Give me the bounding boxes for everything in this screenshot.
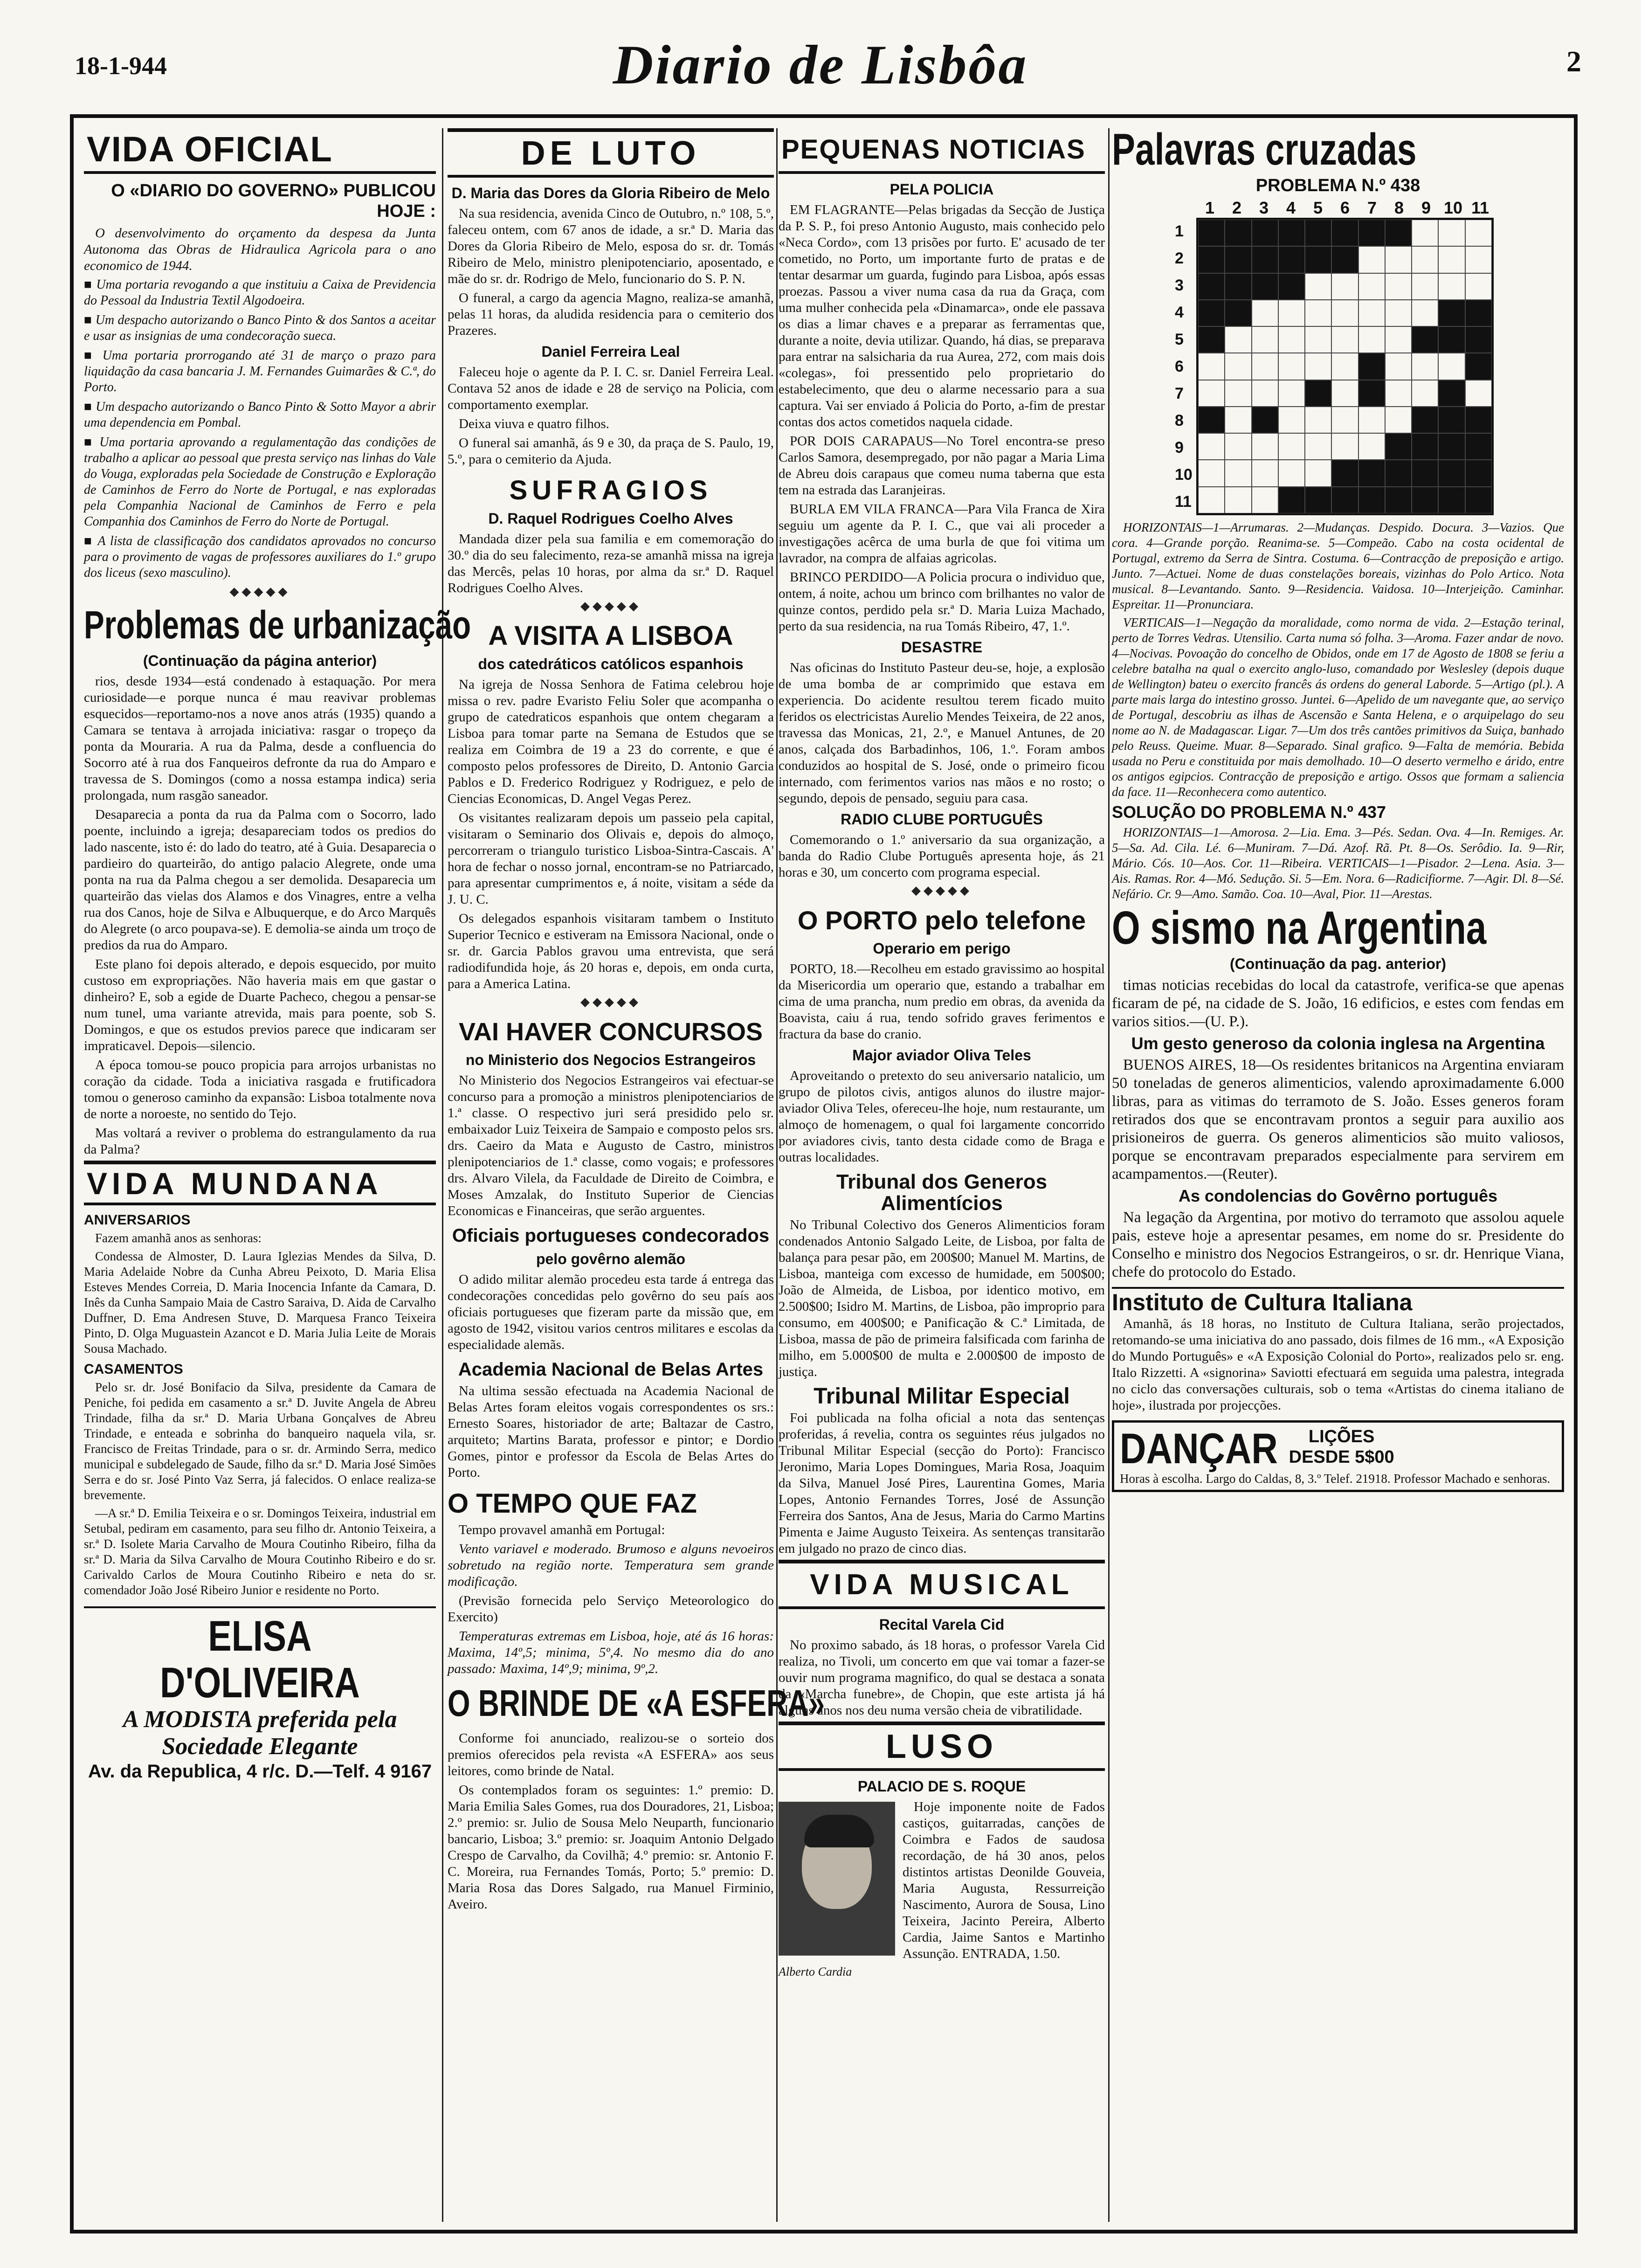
article-paragraph: Na igreja de Nossa Senhora de Fatima celebrou hoje missa o rev. padre Evaristo Feliu Soler que acompanha o grupo de catedraticos espanhois que ontem chegaram a Lisboa para tomar parte na Semana de Estudos que se realiza em Coimbra de 19 a 23 do corrente, e que é composto pelos professores de Direito, D. Antonio Garcia Pablos e D. Frederico Rodriguez y Rodriguez, e pelo de Ciencias Economicas, D. Angel Vegas Perez. [448,677,774,806]
photo-caption: Alberto Cardia [779,1965,852,1978]
pequenas-heading: PEQUENAS NOTICIAS [779,128,1105,174]
crossword-cell [1252,326,1278,353]
italiana-heading: Instituto de Cultura Italiana [1112,1287,1564,1313]
brinde-heading: O BRINDE DE «A ESFERA» [448,1682,825,1724]
article-paragraph: Comemorando o 1.º aniversario da sua organização, a banda do Radio Clube Português apresenta hoje, ás 21 horas e 30, um concerto com programa especial. [779,832,1105,880]
article-paragraph: Mandada dizer pela sua familia e em comemoração do 30.º dia do seu falecimento, reza-se amanhã missa na igreja das Mercês, pelas 10 horas, por alma da sr.ª D. Raquel Rodrigues Coelho Alves. [448,532,774,595]
article-paragraph: O funeral sai amanhã, ás 9 e 30, da praça de S. Paulo, 19, 5.º, para o cemiterio da Ajuda. [448,436,774,467]
crossword-cell [1225,246,1251,273]
crossword-cell [1305,246,1331,273]
article-paragraph: Foi publicada na folha oficial a nota das sentenças proferidas, á revelia, contra os seguintes réus julgados no Tribunal Militar Especial (secção do Porto): Francisco Jeronimo, Maria Lopes Domingues, Maria Rosa, Joaquim da Silva, Manuel José Pires, Laurentina Gomes, Maria Lopes, Antonio Fernandes Torres, José de Assunção Ferreira dos Santos, Ana de Jesus, Maria do Carmo Martins Pimenta e Jaime Augusto Teixeira. As sentenças transitarão em julgado no prazo de cinco dias. [779,1411,1105,1556]
crossword-cell [1412,487,1438,513]
crossword-cell [1465,460,1492,486]
crossword-cell [1198,487,1225,513]
article-paragraph: No proximo sabado, ás 18 horas, o professor Varela Cid realiza, no Tivoli, um concerto em que vai tomar a fazer-se ouvir num programa magnifico, do qual se destaca a sonata da «Marcha funebre», de Chopin, que este artista já há alguns anos nos deu numa versão cheia de vibratilidade. [779,1638,1105,1718]
list-item: ■ Uma portaria aprovando a regulamentação das condições de trabalho a aplicar ao pessoal que presta serviço nas linhas do Vale do Vouga, exploradas pela Sociedade de Construção e Exploração de Caminhos de Ferro do Norte de Portugal, e nas exploradas pela Companhia Nacional de Caminhos de Ferro e pela Companhia dos Caminhos de Ferro do Norte de Portugal. [84,435,436,530]
photo-hair [804,1815,874,1847]
crossword-cell [1198,300,1225,326]
article-paragraph: POR DOIS CARAPAUS—No Torel encontra-se preso Carlos Samora, desempregado, por não pagar a Maria Lima de Abreu dois carapaus que comeu numa taberna que esta tem na estrada das Laranjeiras. [779,434,1105,498]
crossword-cell [1225,487,1251,513]
vida-oficial-heading: VIDA OFICIAL [84,128,436,174]
crossword-cell [1252,353,1278,380]
crossword-number: 4 [1286,198,1296,217]
crossword-number: 1 [1175,222,1184,240]
article-paragraph: Vento variavel e moderado. Brumoso e alguns nevoeiros sobretudo na região norte. Temperatura sem grande modificação. [448,1542,774,1589]
ornament-divider: ◆◆◆◆◆ [229,585,290,598]
article-paragraph: Tempo provavel amanhã em Portugal: [459,1522,665,1537]
luto-subheading: D. Maria das Dores da Gloria Ribeiro de Melo [451,185,770,201]
crossword-cell [1358,273,1385,300]
crossword-cell [1412,300,1438,326]
crossword-cell [1465,487,1492,513]
crossword-number: 3 [1175,277,1184,294]
crossword-cell [1252,246,1278,273]
crossword-cell [1225,273,1251,300]
article-paragraph: Hoje imponente noite de Fados castiços, guitarradas, canções de Coimbra e Fados de saudosa recordação, de há 30 anos, pelos distintos artistas Deonilde Gouveia, Maria Augusta, Ressurreição Nascimento, Aurora de Sousa, Lino Teixeira, Jacinto Pereira, Alberto Cardia, Jaime Santos e Martinho Assunção. ENTRADA, 1.50. [903,1799,1105,1961]
column-1 [84,128,471,2227]
article-paragraph: Os delegados espanhois visitaram tambem o Instituto Superior Tecnico e estiveram na Emissora Nacional, onde o sr. dr. Garcia Pablos gravou uma entrevista, que será radiodifundida hoje, ás 20 horas e, depois, em onda curta, para a America Latina. [448,911,774,991]
crossword-cell [1252,407,1278,433]
ornament-divider: ◆◆◆◆◆ [580,995,641,1009]
crossword-cell [1438,273,1465,300]
article-paragraph: PORTO, 18.—Recolheu em estado gravissimo ao hospital da Misericordia um operario que, estando a trabalhar em cima de uma prancha, num predio em obras, da avenida da Boavista, caiu á rua, tendo sofrido graves ferimentos e fractura da base do cranio. [779,961,1105,1042]
crossword-cell [1412,460,1438,486]
crossword-cell [1358,300,1385,326]
crossword-cell [1225,300,1251,326]
sismo-subheading: Um gesto generoso da colonia inglesa na Argentina [1131,1034,1545,1053]
crossword-cell [1465,407,1492,433]
ad-tagline: A MODISTA preferida pela [123,1706,397,1733]
crossword-clues-horizontal: HORIZONTAIS—1—Arrumaras. 2—Mudanças. Despido. Docura. 3—Vazios. Que cora. 4—Grande porção. Reanima-se. 5—Compeão. Cabo na costa ocidental de Portugal, extremo da Serra de Sintra. Costuma. 6—Contracção de preposição e artigo. Junto. 7—Actuei. Nome de duas constelações boreais, vizinhas do Polo Artico. Nota musical. 8—Levantando. Santo. 9—Residencia. Vaidosa. 10—Interjeição. Caminhar. Espreitar. 11—Pronunciara. [1112,520,1564,611]
crossword-row-numbers [1175,218,1196,515]
article-paragraph: O funeral, a cargo da agencia Magno, realiza-se amanhã, pelas 11 horas, da aludida residencia para o cemiterio dos Prazeres. [448,290,774,338]
crossword-cell [1331,326,1358,353]
article-paragraph: timas noticias recebidas do local da catastrofe, verifica-se que apenas ficaram de pé, na cidade de S. João, 16 edificios, e estes com fendas em varios sitios.—(U. P.). [1112,977,1564,1030]
vida-musical-heading: VIDA MUSICAL [779,1560,1105,1609]
article-paragraph: Faleceu hoje o agente da P. I. C. sr. Daniel Ferreira Leal. Contava 52 anos de idade e 28 de serviço na Policia, com comportamento exemplar. [448,365,774,412]
crossword-cell [1412,380,1438,407]
condecorados-heading: Oficiais portugueses condecorados [452,1225,770,1246]
crossword-cell [1278,326,1305,353]
advertisement-elisa [84,1606,436,1783]
crossword-number: 8 [1175,412,1184,429]
crossword-cell [1438,380,1465,407]
column-3 [779,128,1105,2227]
porto-heading: O PORTO pelo telefone [797,906,1086,935]
crossword-cell [1438,300,1465,326]
article-paragraph: EM FLAGRANTE—Pelas brigadas da Secção de Justiça da P. S. P., foi preso Antonio Augusto, mais conhecido pelo «Neca Cordo», com 13 prisões por furto. E' acusado de ter cometido, no Porto, um importante furto de pratas e de tentar desarmar um guarda, fugindo para Lisboa, após essas proezas. Passou a viver numa casa da rua da Graça, com uma mulher conhecida pela «Dinamarca», onde ele passava os dias a limar chaves e a preparar as ferramentas que, durante a noite, devia utilizar. Quando, há dias, se preparava para entrar na salsicharia da rua Aurea, 272, com mais dois «colegas», foi pressentido pelo proprietario do estabelecimento, que deu o alarme necessario para a sua captura. Vai ser enviado á Policia do Porto, a-fim de prestar contas dos actos cometidos naquela cidade. [779,202,1105,429]
crossword-cell [1412,220,1438,246]
crossword-cell [1252,220,1278,246]
article-paragraph: BRINCO PERDIDO—A Policia procura o individuo que, ontem, á noite, achou um brinco com brilhantes no valor de quinze contos, perdido pela sr.ª D. Maria Luiza Machado, perto da sua residencia, na rua Tomás Ribeiro, 47, 1.º. [779,570,1105,634]
list-item: ■ Uma portaria revogando a que instituiu a Caixa de Previdencia do Pessoal da Industria Textil Algodoeira. [84,277,436,309]
crossword-number: 3 [1259,198,1269,217]
article-paragraph: Pelo sr. dr. José Bonifacio da Silva, presidente da Camara de Peniche, foi pedida em casamento a sr.ª D. Juvite Angela de Abreu Trindade, filha da sr.ª D. Maria Urbana Gonçalves de Abreu Trindade, e enteada e sobrinha do banqueiro naquela vila, sr. Francisco de Freitas Trindade, para o sr. dr. Armindo Serra, medico municipal e subdelegado de Saude, filho da sr.ª D. Maria José Simões Serra e do sr. José Pinto Vaz Serra, já falecidos. O enlace realiza-se brevemente. [84,1380,436,1502]
crossword-cell [1385,380,1412,407]
portrait-photo [779,1802,895,1956]
crossword-number: 6 [1340,198,1350,217]
page-number: 2 [1566,45,1581,78]
crossword-cell [1438,353,1465,380]
crossword-puzzle [1175,198,1501,515]
crossword-cell [1412,273,1438,300]
article-paragraph: No Ministerio dos Negocios Estrangeiros vai efectuar-se concurso para a promoção a ministros plenipotenciarios de 1.ª classe. O respectivo juri será presidido pelo sr. embaixador Luiz Teixeira de Sampaio e composto pelos srs. drs. Caeiro da Mata e Augusto de Castro, ministros plenipotenciarios de 1.ª classe, como vogais; e professores drs. Alvaro Vilela, da Faculdade de Direito de Coimbra, e Moses Amzalak, do Instituto Superior de Ciencias Economicas e Financeiras, que serão arguentes. [448,1073,774,1218]
crossword-column-numbers [1175,198,1501,218]
crossword-clues-vertical: VERTICAIS—1—Negação da moralidade, como norma de vida. 2—Estação terinal, perto de Torres Vedras. Utensilio. Carta numa só folha. 3—Aroma. Fazer andar de novo. 4—Nocivas. Povoação do concelho de Obidos, onde em 17 de Agosto de 1808 se feriu a celebre batalha na qual o exercito anglo-luso, comandado por Weslesley (depois duque de Wellington) bateu o exercito francês ás ordens do general Laborde. 5—Artigo (pl.). A parte mais larga do intestino grosso. Juntei. 6—Apelido de um navegante que, ao serviço de Portugal, descobriu as ilhas de Ascensão e Santa Helena, e o arquipelago do seu nome ao N. de Madagascar. Ligar. 7—Um dos três cantões primitivos da Suiça, banhado pelo Reuss. Queime. Muar. 8—Separado. Sinal grafico. 9—Falta de memória. Bebida usada no Peru e constituida por mais demolhado. 10—O deserto vermelho e árido, entre os antigos egipcios. Contracção de preposição e artigo. Ossos que formam a saliencia da face. 11—Reconhecera como autentico. [1112,615,1564,799]
crossword-cell [1385,326,1412,353]
crossword-cell [1278,380,1305,407]
crossword-cell [1278,300,1305,326]
crossword-cell [1358,326,1385,353]
crossword-cell [1465,300,1492,326]
crossword-cell [1331,273,1358,300]
pequenas-subheading: PELA POLICIA [889,181,994,198]
list-item: ■ Uma portaria prorrogando até 31 de março o prazo para liquidação da casa bancaria J. M. Fernandes Guimarães & C.ª, do Porto. [84,348,436,395]
crossword-cell [1252,433,1278,460]
article-paragraph: Os contemplados foram os seguintes: 1.º premio: D. Maria Emilia Sales Gomes, rua dos Douradores, 21, Lisboa; 2.º premio: sr. Julio de Sousa Melo Neuparth, funcionario bancario, Lisboa; 3.º premio: sr. Joaquim Antonio Delgado Crespo de Carvalho, da Covilhã; 4.º premio: sr. Antonio F. C. Moreira, rua Fernandes Tomás, Porto; 5.º premio: D. Maria Rosa das Dores Salgado, rua Manuel Firminio, Aveiro. [448,1783,774,1912]
crossword-cell [1438,407,1465,433]
crossword-cell [1305,380,1331,407]
crossword-cell [1198,407,1225,433]
article-paragraph: Deixa viuva e quatro filhos. [459,416,609,431]
crossword-cell [1331,353,1358,380]
crossword-number: 2 [1175,249,1184,267]
crossword-cell [1438,460,1465,486]
article-paragraph: Na sua residencia, avenida Cinco de Outubro, n.º 108, 5.º, faleceu ontem, com 67 anos de idade, a sr.ª D. Maria das Dores da Gloria Ribeiro de Melo, esposa do sr. dr. Tomás Ribeiro de Melo, ministro plenipotenciario, aposentado, e mãe do sr. dr. Rodrigo de Melo, funcionario do S. P. N. [448,206,774,286]
visita-subheading: dos catedráticos católicos espanhois [478,656,744,672]
crossword-cell [1385,246,1412,273]
solucao-text: HORIZONTAIS—1—Amorosa. 2—Lia. Ema. 3—Pés. Sedan. Ova. 4—In. Remiges. Ar. 5—Sa. Ad. Cila. Lé. 6—Muniram. 7—Dá. Azof. Rã. Pt. 8—Os. Serôdio. Ia. 9—Rir, Mário. Cós. 10—Aos. Cor. 11—Ribeira. VERTICAIS—1—Pisador. 2—Lena. Asia. 3—Ais. Ramas. Ror. 4—Mó. Sedução. Si. 5—Em. Nora. 6—Radicifiorme. 7—Agir. Dl. 8—Sé. Nefário. Cr. 9—Amo. Samão. Coa. 10—Aval, Pior. 11—Arestas. [1112,825,1564,901]
article-paragraph: Mas voltará a reviver o problema do estrangulamento da rua da Palma? [84,1126,436,1157]
crossword-cell [1412,246,1438,273]
article-paragraph: Amanhã, ás 18 horas, no Instituto de Cultura Italiana, serão projectados, retomando-se uma iniciativa do ano passado, dois filmes de 16 mm., «A Exposição do Mundo Português» e «A Exposição Colonial do Porto», realizados pelo sr. eng. Italo Rizzetti. A «signorina» Saviotti efectuará em seguida uma palestra, integrada no ciclo das conversações culturais, sob o tema «Artistas do cinema italiano de hoje», ilustrada por projecções. [1112,1316,1564,1413]
crossword-grid [1196,218,1494,515]
luto-subheading: Daniel Ferreira Leal [541,343,680,360]
crossword-cell [1358,433,1385,460]
article-paragraph: (Previsão fornecida pelo Serviço Meteorologico do Exercito) [448,1593,774,1625]
crossword-cell [1252,460,1278,486]
list-item: ■ Um despacho autorizando o Banco Pinto & dos Santos a aceitar e usar as insignias de uma condecoração sueca. [84,312,436,344]
article-paragraph: Nas oficinas do Instituto Pasteur deu-se, hoje, a explosão de uma bomba de ar comprimido que estava em experiencia. Do acidente resultou terem ficado muito feridos os electricistas Aurelio Mendes Teixeira, de 22 anos, travessa das Monicas, 21, 2.º, e Manuel Antunes, de 20 anos, calçada dos Barbadinhos, 106, 1.º. Foram ambos conduzidos ao hospital de S. José, onde o primeiro ficou internado, com ferimentos varios nas mãos e no rosto; o segundo, depois de pensado, seguiu para casa. [779,660,1105,806]
desastre-heading: DESASTRE [901,639,983,656]
crossword-cell [1198,380,1225,407]
crossword-cell [1385,353,1412,380]
crossword-cell [1331,487,1358,513]
crossword-cell [1252,380,1278,407]
column-rule [1108,128,1110,2222]
crossword-number: 4 [1175,304,1184,321]
newspaper-title: Diario de Lisbôa [613,34,1028,96]
concursos-heading: VAI HAVER CONCURSOS [458,1018,763,1046]
porto-subheading: Major aviador Oliva Teles [852,1047,1031,1064]
crossword-cell [1278,460,1305,486]
ad-address: Av. da Republica, 4 r/c. D.—Telf. 4 9167 [88,1761,432,1782]
crossword-number: 1 [1205,198,1215,217]
crossword-cell [1305,353,1331,380]
crossword-cell [1225,326,1251,353]
tribunal-generos-heading: Tribunal dos Generos Alimentícios [836,1170,1048,1215]
crossword-cell [1385,407,1412,433]
porto-subheading: Operario em perigo [873,940,1011,957]
crossword-number: 7 [1367,198,1377,217]
masthead [0,0,1641,117]
luto-heading: DE LUTO [448,128,774,178]
article-paragraph: O desenvolvimento do orçamento da despesa da Junta Autonoma das Obras de Hidraulica Agricola para o ano economico de 1944. [84,226,436,273]
solucao-heading: SOLUÇÃO DO PROBLEMA N.º 437 [1112,802,1386,822]
crossword-cell [1225,220,1251,246]
crossword-cell [1438,246,1465,273]
crossword-cell [1385,220,1412,246]
crossword-cell [1331,433,1358,460]
vida-mundana-heading: VIDA MUNDANA [84,1161,436,1205]
crossword-cell [1412,433,1438,460]
crossword-cell [1438,487,1465,513]
crossword-cell [1412,407,1438,433]
cruzadas-heading: Palavras cruzadas [1112,124,1417,174]
tempo-heading: O TEMPO QUE FAZ [448,1488,697,1519]
vida-musical-subheading: Recital Varela Cid [879,1616,1005,1633]
crossword-cell [1252,273,1278,300]
luso-subheading: PALACIO DE S. ROQUE [857,1778,1026,1795]
ornament-divider: ◆◆◆◆◆ [580,599,641,613]
crossword-cell [1305,273,1331,300]
crossword-cell [1252,300,1278,326]
crossword-cell [1465,433,1492,460]
crossword-number: 5 [1175,331,1184,348]
cruzadas-problem: PROBLEMA N.º 438 [1255,176,1420,195]
crossword-cell [1305,326,1331,353]
crossword-cell [1278,407,1305,433]
crossword-number: 11 [1175,493,1192,511]
article-paragraph: Na ultima sessão efectuada na Academia Nacional de Belas Artes foram eleitos vogais correspondentes os srs.: Ernesto Soares, historiador de arte; Baltazar de Castro, arquiteto; Martins Barata, professor e pintor; e Dordio Gomes, pintor e professor da Escola de Belas Artes do Porto. [448,1383,774,1480]
crossword-cell [1331,220,1358,246]
crossword-cell [1278,353,1305,380]
ad-dancar-price: DESDE 5$00 [1289,1447,1394,1467]
crossword-cell [1225,460,1251,486]
crossword-number: 8 [1394,198,1404,217]
crossword-cell [1358,380,1385,407]
ad-dancar-lessons: LIÇÕES [1308,1427,1375,1446]
article-paragraph: O adido militar alemão procedeu esta tarde á entrega das condecorações concedidas pelo govêrno do seu país aos oficiais portugueses que fizeram parte da missão que, em agosto de 1942, visitou varios centros militares e escolas da especialidade alemãs. [448,1272,774,1352]
article-paragraph: BUENOS AIRES, 18—Os residentes britanicos na Argentina enviaram 50 toneladas de generos alimenticios, valendo aproximadamente 6.000 libras, para as vitimas do terramoto de S. João. Esses generos foram retirados dos que se encontravam prontos a seguir para auxilio aos prisioneiros de guerra. Os generos alimenticios são muito valiosos, porque se encontravam preparados especialmente para servirem em acampamentos.—(Reuter). [1112,1057,1564,1182]
crossword-cell [1331,460,1358,486]
crossword-number: 10 [1175,466,1193,484]
advertisement-dancar [1112,1420,1564,1492]
crossword-cell [1305,433,1331,460]
crossword-cell [1198,460,1225,486]
crossword-cell [1225,433,1251,460]
article-paragraph: rios, desde 1934—está condenado à estaquação. Por mera curiosidade—e porque nunca é mau reavivar problemas esquecidos—reportamo-nos a nove anos atrás (1935) quando a Camara se tentava à arrojada iniciativa: rasgar o tropeço da ponta da Mouraria. A rua da Palma, desde a confluencia do Socorro até à rua dos Fanqueiros defronte da rua do Amparo e travessa de S. Domingos (como a nossa estampa indica) seria prolongada, num rasgão saneador. [84,674,436,803]
aniversarios-label: ANIVERSARIOS [84,1212,191,1228]
crossword-cell [1278,220,1305,246]
article-paragraph: Conforme foi anunciado, realizou-se o sorteio dos premios oferecidos pela revista «A ESFERA» aos seus leitores, como brinde de Natal. [448,1731,774,1778]
radio-heading: RADIO CLUBE PORTUGUÊS [841,811,1043,828]
condecorados-subheading: pelo govêrno alemão [536,1251,686,1267]
article-paragraph: No Tribunal Colectivo dos Generos Alimenticios foram condenados Antonio Salgado Leite, de Lisboa, por falta de balança para pesar pão, em 200$00; Manuel M. Martins, de Lisboa, manteiga com excesso de humidade, em 500$00; João de Almeida, de Lisboa, por identico motivo, em 2.500$00; Isidro M. Martins, de Lisboa, pão improprio para consumo, em 400$00; e Panificação & C.ª Limitada, de Lisboa, massa de pão de primeira falsificada com farinha de milho, em 5.000$00 de multa e 2.000$00 de imposto de justiça. [779,1217,1105,1379]
visita-heading: A VISITA A LISBOA [488,621,733,651]
crossword-number: 2 [1232,198,1242,217]
crossword-cell [1198,220,1225,246]
crossword-cell [1278,433,1305,460]
crossword-cell [1358,487,1385,513]
article-paragraph: Fazem amanhã anos as senhoras: [95,1231,262,1245]
crossword-cell [1465,326,1492,353]
crossword-cell [1358,353,1385,380]
article-paragraph: A época tomou-se pouco propicia para arrojos urbanistas no coração da cidade. Toda a iniciativa rasgada e frutificadora tomou o generoso caminho da expansão: Lisboa totalmente nova de norte a noroeste, no sentido do Tejo. [84,1058,436,1121]
crossword-cell [1225,407,1251,433]
crossword-cell [1465,353,1492,380]
sufragios-heading: SUFRAGIOS [509,475,712,505]
article-paragraph: Este plano foi depois alterado, e depois esquecido, por muito custoso em expropriações. Não haveria mais em que gastar o dinheiro? E, sob a egide de Duarte Pacheco, chegou a pensar-se num tunel, uma variante atrevida, mais para poente, sob S. Domingos, e que os estudos previos parece que indicaram ser impraticavel. Depois—silencio. [84,957,436,1053]
article-paragraph: Aproveitando o pretexto do seu aniversario natalicio, um grupo de pilotos civis, antigos alunos do ilustre major-aviador Oliva Teles, ofereceu-lhe hoje, num restaurante, um almoço de homenagem, o qual foi largamente concorrido por aviadores civis, tanto desta cidade como de Braga e outras localidades. [779,1068,1105,1165]
crossword-cell [1331,246,1358,273]
article-paragraph: —A sr.ª D. Emilia Teixeira e o sr. Domingos Teixeira, industrial em Setubal, pediram em casamento, para seu filho dr. Antonio Teixeira, a sr.ª D. Isolete Maria Carvalho de Moura Coutinho Ribeiro, filha da sr.ª D. Maria da Silva Carvalho de Moura Coutinho Ribeiro e do sr. Carivaldo Carlos de Moura Coutinho Ribeiro e neta do sr. comendador João José Ribeiro Junior e residente no Porto. [84,1506,436,1597]
crossword-cell [1465,220,1492,246]
crossword-cell [1412,353,1438,380]
crossword-cell [1198,433,1225,460]
crossword-cell [1198,246,1225,273]
crossword-cell [1438,326,1465,353]
column-rule [442,128,443,2222]
crossword-cell [1331,300,1358,326]
issue-date: 18-1-944 [75,52,167,80]
crossword-cell [1412,326,1438,353]
article-paragraph: BURLA EM VILA FRANCA—Para Vila Franca de Xira seguiu um agente da P. I. C., que vai ali proceder a investigações acêrca de uma burla de que foi vitima um lavrador, na compra de alfaias agricolas. [779,502,1105,566]
sismo-continued: (Continuação da pag. anterior) [1229,955,1447,972]
article-paragraph: Condessa de Almoster, D. Laura Iglezias Mendes da Silva, D. Maria Adelaide Nobre da Cunha Abreu Peixoto, D. Maria Elisa Esteves Mendes Correia, D. Maria Inocencia Infante da Camara, D. Inês da Cunha Sampaio Maia de Castro Saraiva, D. Aida de Carvalho Duffner, D. Ema Andresen Stuve, D. Marquesa Franco Teixeira Pinto, D. Olga Muguastein Azancot e D. Maria Julia Leite de Morais Sousa Machado. [84,1249,436,1355]
crossword-cell [1305,300,1331,326]
crossword-cell [1225,380,1251,407]
ad-tagline: Sociedade Elegante [162,1733,358,1760]
crossword-cell [1198,326,1225,353]
crossword-number: 5 [1313,198,1323,217]
ad-dancar-word: DANÇAR [1120,1425,1278,1473]
crossword-number: 11 [1471,198,1489,217]
article-paragraph: Desaparecia a ponta da rua da Palma com o Socorro, lado poente, incluindo a igreja; desapareciam todos os predios do lado nascente, isto é: do lado do teatro, até à Guia. Desaparecia o pardieiro do quarteirão, do antigo palacio Alegrete, onde uma ponta na rua da Palma chegou a ser demolida. Desaparecia um quarteirão das vielas dos Alamos e dos Vinagres, entre a velha rua dos Canos, hoje de Silva e Albuquerque, e do Arco Marquês do Alegrete (o arco poupava-se). E demolia-se ainda um troço de predios da rua do Amparo. [84,807,436,953]
crossword-cell [1278,273,1305,300]
urbanizacao-continued: (Continuação da página anterior) [143,652,377,669]
crossword-cell [1358,220,1385,246]
crossword-cell [1252,487,1278,513]
crossword-cell [1385,460,1412,486]
list-item: ■ Um despacho autorizando o Banco Pinto & Sotto Mayor a abrir uma dependencia em Pombal. [84,399,436,431]
casamentos-label: CASAMENTOS [84,1362,183,1377]
belas-artes-heading: Academia Nacional de Belas Artes [458,1359,764,1380]
list-item: ■ A lista de classificação dos candidatos aprovados no concurso para o provimento de vagas de professores auxiliares do 1.º grupo dos liceus (sexo masculino). [84,533,436,581]
crossword-cell [1305,487,1331,513]
crossword-cell [1198,353,1225,380]
crossword-cell [1305,460,1331,486]
crossword-cell [1385,433,1412,460]
column-rule [776,128,778,2222]
crossword-cell [1385,300,1412,326]
crossword-cell [1465,273,1492,300]
crossword-cell [1278,487,1305,513]
crossword-number: 10 [1443,198,1463,217]
crossword-cell [1198,273,1225,300]
sufragios-subheading: D. Raquel Rodrigues Coelho Alves [488,510,733,527]
tribunal-militar-heading: Tribunal Militar Especial [814,1384,1070,1409]
ornament-divider: ◆◆◆◆◆ [911,884,972,897]
crossword-cell [1305,220,1331,246]
crossword-cell [1358,246,1385,273]
concursos-subheading: no Ministerio dos Negocios Estrangeiros [465,1051,756,1068]
crossword-cell [1438,433,1465,460]
crossword-number: 6 [1175,358,1184,375]
crossword-cell [1305,407,1331,433]
article-paragraph: Temperaturas extremas em Lisboa, hoje, até ás 16 horas: Maxima, 14º,5; minima, 5º,4. No mesmo dia do ano passado: Maxima, 14º,9; minima, 9º,2. [448,1629,774,1676]
crossword-cell [1225,353,1251,380]
crossword-number: 9 [1421,198,1431,217]
ad-dancar-details: Horas à escolha. Largo do Caldas, 8, 3.º Telef. 21918. Professor Machado e senhoras. [1120,1472,1551,1486]
crossword-cell [1331,407,1358,433]
crossword-cell [1465,246,1492,273]
sismo-subheading: As condolencias do Govêrno português [1178,1186,1498,1205]
crossword-cell [1358,460,1385,486]
crossword-cell [1465,380,1492,407]
crossword-cell [1278,246,1305,273]
crossword-cell [1331,380,1358,407]
crossword-number: 7 [1175,385,1184,402]
ad-name: ELISA D'OLIVEIRA [160,1612,360,1707]
urbanizacao-heading: Problemas de urbanização [84,603,471,647]
sismo-heading: O sismo na Argentina [1112,902,1487,954]
crossword-cell [1385,273,1412,300]
luso-heading: LUSO [779,1722,1105,1771]
column-4 [1112,124,1564,2227]
crossword-cell [1438,220,1465,246]
vida-oficial-subheading: O «DIARIO DO GOVERNO» PUBLICOU HOJE : [111,181,436,221]
crossword-number: 9 [1175,439,1184,456]
article-paragraph: Na legação da Argentina, por motivo do terramoto que assolou aquele pais, esteve hoje a apresentar pesames, em nome do sr. Presidente do Conselho e ministro dos Negocios Estrangeiros, o sr. dr. Henrique Viana, chefe do protocolo do Estado. [1112,1209,1564,1280]
crossword-cell [1358,407,1385,433]
article-paragraph: Os visitantes realizaram depois um passeio pela capital, visitaram o Seminario dos Olivais e, depois do almoço, percorreram o triangulo turistico Lisboa-Sintra-Cascais. A' hora de fechar o nosso jornal, encontram-se no Patriarcado, para apresentar cumprimentos e, á noite, visitam a séde da J. U. C. [448,810,774,907]
crossword-cell [1385,487,1412,513]
